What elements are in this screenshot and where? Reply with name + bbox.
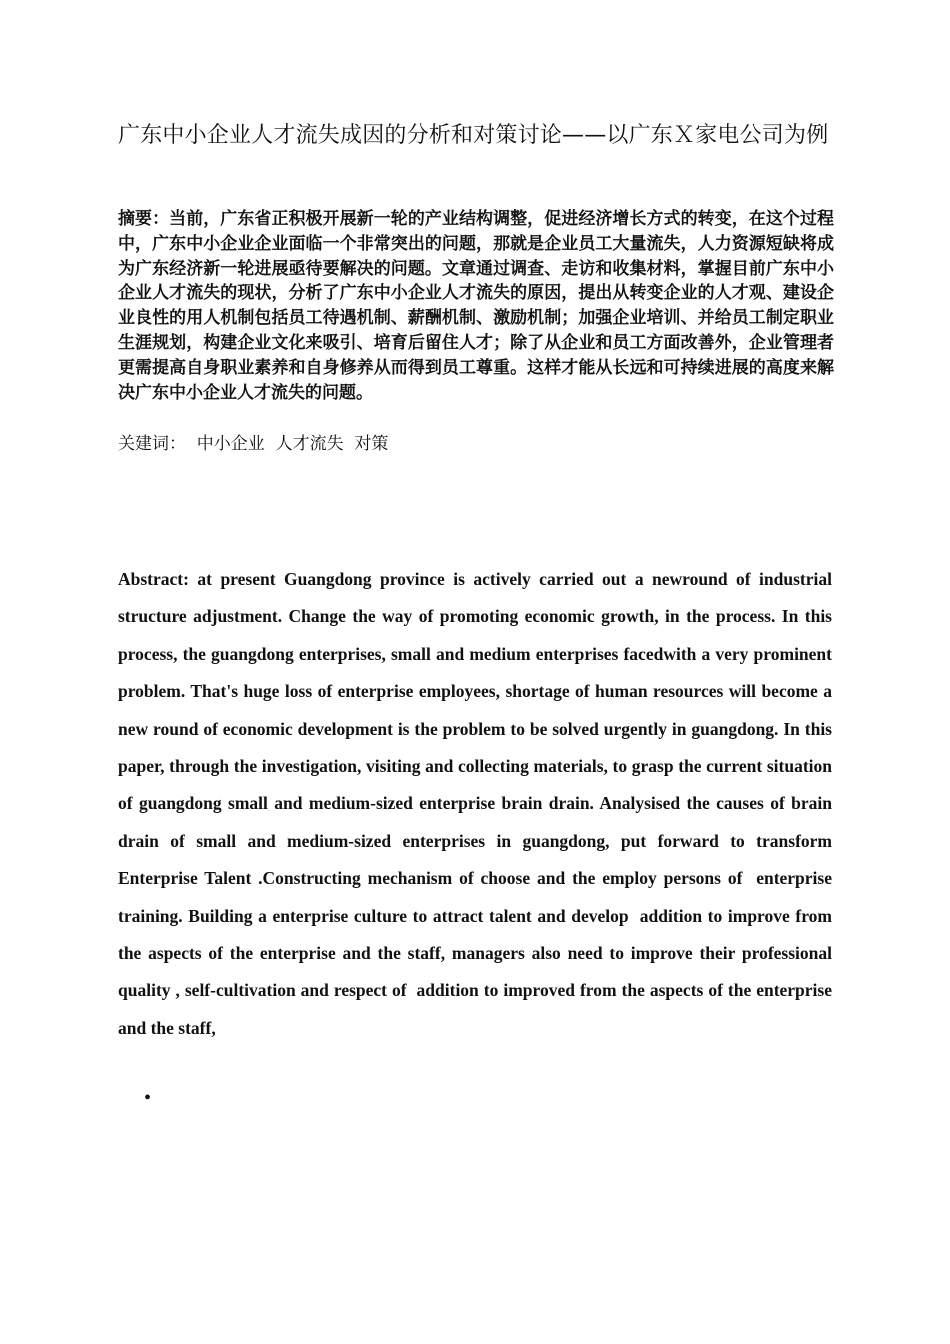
keywords-line: 关建词： 中小企业 人才流失 对策 — [118, 434, 389, 454]
chinese-abstract: 摘要：当前，广东省正积极开展新一轮的产业结构调整，促进经济增长方式的转变，在这个过程中，广东中小企业企业面临一个非常突出的问题，那就是企业员工大量流失，人力资源短缺将成为广东经济新一轮进展亟待要解决的问题。文章通过调查、走访和收集材料，掌握目前广东中小企业人才流失的现状，分析了广东中小企业人才流失的原因，提出从转变企业的人才观、建设企业良性的用人机制包括员工待遇机制、薪酬机制、激励机制；加强企业培训、并给员工制定职业生涯规划，构建企业文化来吸引、培育后留住人才；除了从企业和员工方面改善外，企业管理者更需提高自身职业素养和自身修养从而得到员工尊重。这样才能从长远和可持续进展的高度来解决广东中小企业人才流失的问题。 — [118, 209, 834, 403]
english-abstract: Abstract: at present Guangdong province is actively carried out a newround of industrial structure adjustment. Change the way of promoting economic growth, in the process. In this process, the guangdong enterprises, small and medium enterprises facedwith a very prominent problem. That's huge loss of enterprise employees, shortage of human resources will become a new round of economic development is the problem to be solved urgently in guangdong. In this paper, through the investigation, visiting and collecting materials, to grasp the current situation of guangdong small and medium-sized enterprise brain drain. Analysised the causes of brain drain of small and medium-sized enterprises in guangdong, put forward to transform Enterprise Talent .Constructing mechanism of choose and the employ persons of enterprise training. Building a enterprise culture to attract talent and develop addition to improve from the aspects of the enterprise and the staff, managers also need to improve their professional quality , self-cultivation and respect of addition to improved from the aspects of the enterprise and the staff, — [118, 569, 837, 1038]
document-title: 广东中小企业人才流失成因的分析和对策讨论——以广东Ｘ家电公司为例 — [118, 123, 829, 148]
bullet-mark: • — [144, 1087, 152, 1109]
